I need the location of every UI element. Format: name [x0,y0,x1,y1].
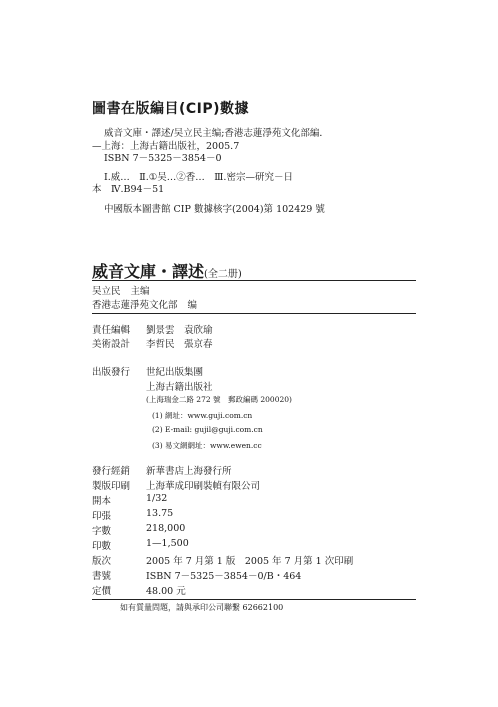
cip-subject-line-2: 本 Ⅳ.B94－51 [92,184,165,195]
spec-label-edition: 版次 [92,556,112,567]
cip-subject-line-1: Ⅰ.威… Ⅱ.①吴…②香… Ⅲ.密宗—研究－日 [104,172,293,183]
publisher-label: 出版發行 [92,367,131,378]
spec-label-price: 定價 [92,586,112,597]
spec-label-isbn: 書號 [92,571,112,582]
title-rule [92,280,416,281]
cip-title: 圖書在版編目(CIP)數據 [92,101,250,117]
compiler-name: 香港志蓮淨苑文化部 [92,300,178,311]
footer-note: 如有質量問題，請與承印公司聯繫 62662100 [120,603,284,612]
header-rule [92,313,416,314]
publisher-group: 世紀出版集團 [146,367,204,378]
editor-name: 吴立民 [92,286,121,297]
spec-label-sheets: 印張 [92,511,112,522]
spec-value-format: 1/32 [146,493,168,504]
spec-label-format: 開本 [92,496,112,507]
credit-value-design: 李哲民 張京春 [146,339,213,350]
spec-label-printrun: 印數 [92,541,112,552]
cip-isbn: ISBN 7－5325－3854－0 [104,153,222,164]
credit-label-editor: 責任編輯 [92,325,131,336]
publisher-email: (2) E-mail: gujil@guji.com.cn [152,425,263,434]
spec-label-wordcount: 字數 [92,526,112,537]
book-title-suffix: (全二册) [204,269,242,280]
publisher-address: (上海瑞金二路 272 號 郵政編碼 200020) [146,395,292,404]
compiler-line [92,297,197,311]
cip-record-line-2: —上海：上海古籍出版社，2005.7 [92,141,240,152]
editor-role: 主编 [130,286,150,297]
credit-label-design: 美術設計 [92,339,131,350]
publisher-web: (1) 網址：www.guji.com.cn [152,411,253,420]
book-title-main: 威音文庫・譯述 [92,262,205,281]
spec-label-printer: 製版印刷 [92,481,131,492]
book-title [92,259,242,282]
compiler-role: 编 [187,300,198,311]
spec-value-wordcount: 218,000 [146,523,186,534]
publisher-name: 上海古籍出版社 [146,382,213,393]
spec-value-printer: 上海華成印刷裝幀有限公司 [146,481,261,492]
publisher-ewen: (3) 易文網網址：www.ewen.cc [152,441,262,450]
cip-library-note: 中國版本圖書館 CIP 數據核字(2004)第 102429 號 [104,204,325,215]
spec-value-distributor: 新華書店上海發行所 [146,466,232,477]
spec-value-edition: 2005 年 7 月第 1 版 2005 年 7 月第 1 次印刷 [146,556,354,567]
editor-line [92,283,150,297]
credit-value-editor: 劉景雲 袁欣瑜 [146,325,213,336]
cip-record-line-1: 威音文庫・譯述/吴立民主编;香港志蓮淨苑文化部編． [104,128,329,139]
spec-value-isbn: ISBN 7－5325－3854－0/B・464 [146,571,302,582]
spec-label-distributor: 發行經銷 [92,466,131,477]
spec-value-sheets: 13.75 [146,508,174,519]
footer-rule [92,599,416,600]
spec-value-printrun: 1—1,500 [146,538,189,549]
spec-value-price: 48.00 元 [146,586,186,597]
